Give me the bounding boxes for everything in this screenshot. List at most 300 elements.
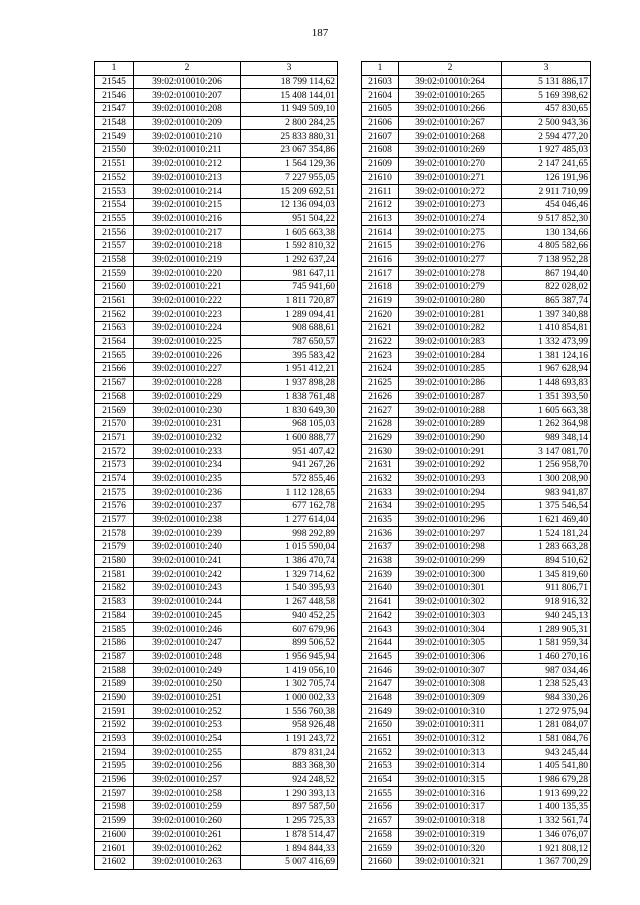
- row-number-cell: 21629: [362, 431, 399, 445]
- cadastral-value-cell: 1 419 056,10: [241, 664, 338, 678]
- table-row: [95, 787, 338, 801]
- row-number-cell: 21595: [95, 760, 134, 774]
- row-number-cell: 21621: [362, 322, 399, 336]
- table-header-row: [362, 62, 591, 76]
- row-number-cell: 21556: [95, 226, 134, 240]
- cadastral-value-cell: 1 564 129,36: [241, 157, 338, 171]
- cadastral-value-cell: 981 647,11: [241, 267, 338, 281]
- cadastral-value-cell: 126 191,96: [502, 171, 591, 185]
- row-number-cell: 21643: [362, 623, 399, 637]
- row-number-cell: 21545: [95, 75, 134, 89]
- cadastral-value-cell: 572 855,46: [241, 472, 338, 486]
- table-row: [362, 404, 591, 418]
- table-row: [362, 814, 591, 828]
- cadastral-value-cell: 1 367 700,29: [502, 855, 591, 869]
- cadastral-value-cell: 2 800 284,25: [241, 116, 338, 130]
- cadastral-number-cell: 39:02:010010:238: [134, 513, 241, 527]
- row-number-cell: 21586: [95, 636, 134, 650]
- cadastral-value-cell: 984 330,26: [502, 691, 591, 705]
- table-row: [362, 445, 591, 459]
- cadastral-value-cell: 883 368,30: [241, 760, 338, 774]
- table-row: [95, 376, 338, 390]
- table-row: [362, 719, 591, 733]
- cadastral-value-cell: 1 621 469,40: [502, 513, 591, 527]
- row-number-cell: 21603: [362, 75, 399, 89]
- cadastral-value-cell: 1 351 393,50: [502, 390, 591, 404]
- table-row: [362, 75, 591, 89]
- cadastral-value-cell: 5 007 416,69: [241, 855, 338, 869]
- cadastral-number-cell: 39:02:010010:264: [399, 75, 502, 89]
- table-row: [95, 103, 338, 117]
- row-number-cell: 21651: [362, 732, 399, 746]
- cadastral-number-cell: 39:02:010010:257: [134, 773, 241, 787]
- row-number-cell: 21552: [95, 171, 134, 185]
- row-number-cell: 21611: [362, 185, 399, 199]
- row-number-cell: 21655: [362, 787, 399, 801]
- table-row: [362, 431, 591, 445]
- table-row: [362, 417, 591, 431]
- cadastral-value-cell: 1 289 905,31: [502, 623, 591, 637]
- row-number-cell: 21612: [362, 198, 399, 212]
- table-row: [95, 185, 338, 199]
- table-row: [95, 472, 338, 486]
- table-row: [95, 828, 338, 842]
- row-number-cell: 21600: [95, 828, 134, 842]
- row-number-cell: 21604: [362, 89, 399, 103]
- cadastral-number-cell: 39:02:010010:255: [134, 746, 241, 760]
- cadastral-value-cell: 1 345 819,60: [502, 568, 591, 582]
- table-row: [95, 431, 338, 445]
- cadastral-number-cell: 39:02:010010:289: [399, 417, 502, 431]
- table-row: [362, 171, 591, 185]
- table-row: [362, 760, 591, 774]
- row-number-cell: 21598: [95, 801, 134, 815]
- cadastral-number-cell: 39:02:010010:265: [399, 89, 502, 103]
- table-row: [362, 376, 591, 390]
- row-number-cell: 21569: [95, 404, 134, 418]
- cadastral-number-cell: 39:02:010010:250: [134, 677, 241, 691]
- cadastral-value-cell: 940 452,25: [241, 609, 338, 623]
- cadastral-number-cell: 39:02:010010:237: [134, 500, 241, 514]
- row-number-cell: 21616: [362, 253, 399, 267]
- table-row: [362, 486, 591, 500]
- cadastral-value-cell: 2 147 241,65: [502, 157, 591, 171]
- row-number-cell: 21584: [95, 609, 134, 623]
- cadastral-number-cell: 39:02:010010:301: [399, 582, 502, 596]
- cadastral-value-cell: 1 556 760,38: [241, 705, 338, 719]
- row-number-cell: 21580: [95, 554, 134, 568]
- cadastral-number-cell: 39:02:010010:217: [134, 226, 241, 240]
- table-row: [95, 294, 338, 308]
- table-row: [95, 75, 338, 89]
- row-number-cell: 21589: [95, 677, 134, 691]
- column-header-value: 3: [502, 62, 591, 76]
- table-row: [362, 828, 591, 842]
- row-number-cell: 21627: [362, 404, 399, 418]
- table-row: [95, 253, 338, 267]
- row-number-cell: 21560: [95, 281, 134, 295]
- cadastral-value-cell: 958 926,48: [241, 719, 338, 733]
- cadastral-number-cell: 39:02:010010:278: [399, 267, 502, 281]
- cadastral-number-cell: 39:02:010010:304: [399, 623, 502, 637]
- cadastral-value-cell: 1 830 649,30: [241, 404, 338, 418]
- cadastral-number-cell: 39:02:010010:271: [399, 171, 502, 185]
- row-number-cell: 21578: [95, 527, 134, 541]
- row-number-cell: 21650: [362, 719, 399, 733]
- cadastral-number-cell: 39:02:010010:305: [399, 636, 502, 650]
- row-number-cell: 21555: [95, 212, 134, 226]
- cadastral-number-cell: 39:02:010010:284: [399, 349, 502, 363]
- row-number-cell: 21559: [95, 267, 134, 281]
- table-row: [95, 746, 338, 760]
- row-number-cell: 21570: [95, 417, 134, 431]
- row-number-cell: 21648: [362, 691, 399, 705]
- row-number-cell: 21547: [95, 103, 134, 117]
- table-row: [362, 363, 591, 377]
- row-number-cell: 21554: [95, 198, 134, 212]
- cadastral-value-cell: 1 191 243,72: [241, 732, 338, 746]
- cadastral-value-cell: 1 460 270,16: [502, 650, 591, 664]
- row-number-cell: 21601: [95, 842, 134, 856]
- row-number-cell: 21602: [95, 855, 134, 869]
- cadastral-value-cell: 1 524 181,24: [502, 527, 591, 541]
- row-number-cell: 21634: [362, 500, 399, 514]
- cadastral-value-cell: 5 169 398,62: [502, 89, 591, 103]
- cadastral-number-cell: 39:02:010010:216: [134, 212, 241, 226]
- cadastral-value-cell: 787 650,57: [241, 335, 338, 349]
- table-row: [95, 732, 338, 746]
- row-number-cell: 21577: [95, 513, 134, 527]
- table-row: [362, 157, 591, 171]
- cadastral-value-cell: 5 131 886,17: [502, 75, 591, 89]
- table-row: [95, 636, 338, 650]
- table-row: [362, 472, 591, 486]
- row-number-cell: 21639: [362, 568, 399, 582]
- cadastral-number-cell: 39:02:010010:267: [399, 116, 502, 130]
- cadastral-value-cell: 1 600 888,77: [241, 431, 338, 445]
- table-row: [95, 157, 338, 171]
- table-row: [95, 623, 338, 637]
- cadastral-number-cell: 39:02:010010:246: [134, 623, 241, 637]
- row-number-cell: 21592: [95, 719, 134, 733]
- cadastral-number-cell: 39:02:010010:233: [134, 445, 241, 459]
- cadastral-value-cell: 1 592 810,32: [241, 239, 338, 253]
- cadastral-number-cell: 39:02:010010:252: [134, 705, 241, 719]
- row-number-cell: 21630: [362, 445, 399, 459]
- row-number-cell: 21638: [362, 554, 399, 568]
- cadastral-value-cell: 983 941,87: [502, 486, 591, 500]
- cadastral-number-cell: 39:02:010010:299: [399, 554, 502, 568]
- cadastral-value-cell: 3 147 081,70: [502, 445, 591, 459]
- row-number-cell: 21590: [95, 691, 134, 705]
- table-row: [95, 677, 338, 691]
- cadastral-number-cell: 39:02:010010:211: [134, 144, 241, 158]
- table-row: [362, 253, 591, 267]
- table-row: [362, 185, 591, 199]
- cadastral-value-cell: 1 302 705,74: [241, 677, 338, 691]
- row-number-cell: 21548: [95, 116, 134, 130]
- row-number-cell: 21623: [362, 349, 399, 363]
- cadastral-value-cell: 1 329 714,62: [241, 568, 338, 582]
- cadastral-number-cell: 39:02:010010:229: [134, 390, 241, 404]
- cadastral-value-cell: 1 581 959,34: [502, 636, 591, 650]
- cadastral-value-cell: 454 046,46: [502, 198, 591, 212]
- cadastral-value-cell: 1 927 485,03: [502, 144, 591, 158]
- row-number-cell: 21644: [362, 636, 399, 650]
- cadastral-number-cell: 39:02:010010:315: [399, 773, 502, 787]
- table-row: [95, 760, 338, 774]
- cadastral-value-cell: 865 387,74: [502, 294, 591, 308]
- cadastral-number-cell: 39:02:010010:266: [399, 103, 502, 117]
- cadastral-value-cell: 1 913 699,22: [502, 787, 591, 801]
- cadastral-value-cell: 4 805 582,66: [502, 239, 591, 253]
- table-row: [362, 335, 591, 349]
- row-number-cell: 21549: [95, 130, 134, 144]
- cadastral-value-cell: 23 067 354,86: [241, 144, 338, 158]
- cadastral-number-cell: 39:02:010010:298: [399, 541, 502, 555]
- cadastral-value-cell: 879 831,24: [241, 746, 338, 760]
- cadastral-value-cell: 15 209 692,51: [241, 185, 338, 199]
- cadastral-value-cell: 1 405 541,80: [502, 760, 591, 774]
- cadastral-value-cell: 25 833 880,31: [241, 130, 338, 144]
- row-number-cell: 21628: [362, 417, 399, 431]
- cadastral-number-cell: 39:02:010010:291: [399, 445, 502, 459]
- cadastral-number-cell: 39:02:010010:282: [399, 322, 502, 336]
- cadastral-number-cell: 39:02:010010:236: [134, 486, 241, 500]
- row-number-cell: 21657: [362, 814, 399, 828]
- cadastral-value-cell: 951 407,42: [241, 445, 338, 459]
- cadastral-number-cell: 39:02:010010:309: [399, 691, 502, 705]
- cadastral-number-cell: 39:02:010010:227: [134, 363, 241, 377]
- table-row: [95, 664, 338, 678]
- cadastral-number-cell: 39:02:010010:244: [134, 595, 241, 609]
- table-row: [362, 281, 591, 295]
- row-number-cell: 21653: [362, 760, 399, 774]
- row-number-cell: 21575: [95, 486, 134, 500]
- cadastral-number-cell: 39:02:010010:256: [134, 760, 241, 774]
- row-number-cell: 21660: [362, 855, 399, 869]
- cadastral-value-cell: 1 332 561,74: [502, 814, 591, 828]
- row-number-cell: 21617: [362, 267, 399, 281]
- table-row: [362, 732, 591, 746]
- cadastral-value-cell: 1 295 725,33: [241, 814, 338, 828]
- cadastral-number-cell: 39:02:010010:240: [134, 541, 241, 555]
- table-row: [95, 650, 338, 664]
- cadastral-number-cell: 39:02:010010:295: [399, 500, 502, 514]
- cadastral-value-cell: 2 911 710,99: [502, 185, 591, 199]
- cadastral-number-cell: 39:02:010010:263: [134, 855, 241, 869]
- table-row: [95, 390, 338, 404]
- row-number-cell: 21641: [362, 595, 399, 609]
- cadastral-number-cell: 39:02:010010:318: [399, 814, 502, 828]
- table-row: [362, 664, 591, 678]
- table-row: [95, 308, 338, 322]
- row-number-cell: 21606: [362, 116, 399, 130]
- cadastral-number-cell: 39:02:010010:207: [134, 89, 241, 103]
- cadastral-value-cell: 1 283 663,28: [502, 541, 591, 555]
- column-header-value: 3: [241, 62, 338, 76]
- table-row: [95, 417, 338, 431]
- cadastral-number-cell: 39:02:010010:208: [134, 103, 241, 117]
- row-number-cell: 21591: [95, 705, 134, 719]
- cadastral-number-cell: 39:02:010010:248: [134, 650, 241, 664]
- cadastral-value-cell: 968 105,03: [241, 417, 338, 431]
- table-row: [362, 855, 591, 869]
- cadastral-number-cell: 39:02:010010:209: [134, 116, 241, 130]
- cadastral-value-cell: 2 500 943,36: [502, 116, 591, 130]
- cadastral-number-cell: 39:02:010010:303: [399, 609, 502, 623]
- table-row: [362, 773, 591, 787]
- cadastral-number-cell: 39:02:010010:231: [134, 417, 241, 431]
- row-number-cell: 21620: [362, 308, 399, 322]
- cadastral-value-cell: 1 540 395,93: [241, 582, 338, 596]
- cadastral-number-cell: 39:02:010010:241: [134, 554, 241, 568]
- cadastral-value-cell: 1 894 844,33: [241, 842, 338, 856]
- row-number-cell: 21640: [362, 582, 399, 596]
- cadastral-number-cell: 39:02:010010:287: [399, 390, 502, 404]
- row-number-cell: 21588: [95, 664, 134, 678]
- table-row: [362, 636, 591, 650]
- cadastral-number-cell: 39:02:010010:206: [134, 75, 241, 89]
- cadastral-number-cell: 39:02:010010:274: [399, 212, 502, 226]
- cadastral-number-cell: 39:02:010010:215: [134, 198, 241, 212]
- row-number-cell: 21609: [362, 157, 399, 171]
- cadastral-number-cell: 39:02:010010:212: [134, 157, 241, 171]
- table-row: [95, 239, 338, 253]
- row-number-cell: 21585: [95, 623, 134, 637]
- table-row: [95, 89, 338, 103]
- table-row: [95, 719, 338, 733]
- cadastral-value-cell: 457 830,65: [502, 103, 591, 117]
- cadastral-number-cell: 39:02:010010:276: [399, 239, 502, 253]
- table-row: [95, 198, 338, 212]
- cadastral-value-cell: 395 583,42: [241, 349, 338, 363]
- cadastral-value-cell: 1 986 679,28: [502, 773, 591, 787]
- cadastral-number-cell: 39:02:010010:296: [399, 513, 502, 527]
- cadastral-number-cell: 39:02:010010:230: [134, 404, 241, 418]
- table-row: [362, 582, 591, 596]
- cadastral-value-cell: 1 000 002,33: [241, 691, 338, 705]
- row-number-cell: 21596: [95, 773, 134, 787]
- table-row: [362, 390, 591, 404]
- row-number-cell: 21573: [95, 458, 134, 472]
- row-number-cell: 21550: [95, 144, 134, 158]
- row-number-cell: 21625: [362, 376, 399, 390]
- row-number-cell: 21568: [95, 390, 134, 404]
- cadastral-value-cell: 1 238 525,43: [502, 677, 591, 691]
- cadastral-value-cell: 1 267 448,58: [241, 595, 338, 609]
- column-header-cadastral-number: 2: [399, 62, 502, 76]
- cadastral-number-cell: 39:02:010010:314: [399, 760, 502, 774]
- cadastral-number-cell: 39:02:010010:213: [134, 171, 241, 185]
- cadastral-number-cell: 39:02:010010:210: [134, 130, 241, 144]
- row-number-cell: 21645: [362, 650, 399, 664]
- cadastral-value-cell: 940 245,13: [502, 609, 591, 623]
- row-number-cell: 21642: [362, 609, 399, 623]
- row-number-cell: 21622: [362, 335, 399, 349]
- table-row: [95, 458, 338, 472]
- row-number-cell: 21576: [95, 500, 134, 514]
- cadastral-number-cell: 39:02:010010:306: [399, 650, 502, 664]
- row-number-cell: 21626: [362, 390, 399, 404]
- cadastral-value-cell: 1 581 084,76: [502, 732, 591, 746]
- cadastral-number-cell: 39:02:010010:219: [134, 253, 241, 267]
- table-row: [95, 814, 338, 828]
- cadastral-number-cell: 39:02:010010:281: [399, 308, 502, 322]
- cadastral-number-cell: 39:02:010010:275: [399, 226, 502, 240]
- cadastral-value-cell: 1 292 637,24: [241, 253, 338, 267]
- table-row: [362, 623, 591, 637]
- table-row: [362, 198, 591, 212]
- cadastral-number-cell: 39:02:010010:307: [399, 664, 502, 678]
- row-number-cell: 21635: [362, 513, 399, 527]
- cadastral-number-cell: 39:02:010010:223: [134, 308, 241, 322]
- cadastral-number-cell: 39:02:010010:320: [399, 842, 502, 856]
- cadastral-number-cell: 39:02:010010:254: [134, 732, 241, 746]
- cadastral-value-cell: 1 290 393,13: [241, 787, 338, 801]
- row-number-cell: 21632: [362, 472, 399, 486]
- cadastral-value-cell: 1 381 124,16: [502, 349, 591, 363]
- cadastral-value-cell: 899 506,52: [241, 636, 338, 650]
- row-number-cell: 21565: [95, 349, 134, 363]
- row-number-cell: 21633: [362, 486, 399, 500]
- table-row: [362, 349, 591, 363]
- cadastral-value-cell: 918 916,32: [502, 595, 591, 609]
- cadastral-number-cell: 39:02:010010:277: [399, 253, 502, 267]
- table-row: [95, 267, 338, 281]
- row-number-cell: 21587: [95, 650, 134, 664]
- cadastral-value-cell: 1 332 473,99: [502, 335, 591, 349]
- cadastral-value-cell: 1 277 614,04: [241, 513, 338, 527]
- cadastral-number-cell: 39:02:010010:321: [399, 855, 502, 869]
- table-row: [362, 842, 591, 856]
- cadastral-value-cell: 2 594 477,20: [502, 130, 591, 144]
- table-row: [362, 458, 591, 472]
- table-row: [95, 445, 338, 459]
- table-row: [95, 568, 338, 582]
- table-row: [362, 801, 591, 815]
- cadastral-number-cell: 39:02:010010:294: [399, 486, 502, 500]
- cadastral-number-cell: 39:02:010010:272: [399, 185, 502, 199]
- row-number-cell: 21614: [362, 226, 399, 240]
- row-number-cell: 21558: [95, 253, 134, 267]
- row-number-cell: 21637: [362, 541, 399, 555]
- cadastral-number-cell: 39:02:010010:283: [399, 335, 502, 349]
- cadastral-value-cell: 1 256 958,70: [502, 458, 591, 472]
- cadastral-number-cell: 39:02:010010:311: [399, 719, 502, 733]
- cadastral-value-cell: 943 245,44: [502, 746, 591, 760]
- table-row: [95, 773, 338, 787]
- cadastral-number-cell: 39:02:010010:260: [134, 814, 241, 828]
- row-number-cell: 21546: [95, 89, 134, 103]
- cadastral-number-cell: 39:02:010010:285: [399, 363, 502, 377]
- table-row: [362, 568, 591, 582]
- cadastral-value-cell: 1 397 340,88: [502, 308, 591, 322]
- cadastral-value-cell: 7 138 952,28: [502, 253, 591, 267]
- row-number-cell: 21613: [362, 212, 399, 226]
- cadastral-number-cell: 39:02:010010:243: [134, 582, 241, 596]
- table-row: [362, 691, 591, 705]
- cadastral-value-table-left: [94, 61, 338, 870]
- cadastral-number-cell: 39:02:010010:253: [134, 719, 241, 733]
- table-row: [95, 212, 338, 226]
- cadastral-value-cell: 822 028,02: [502, 281, 591, 295]
- cadastral-number-cell: 39:02:010010:245: [134, 609, 241, 623]
- cadastral-value-cell: 7 227 955,05: [241, 171, 338, 185]
- row-number-cell: 21563: [95, 322, 134, 336]
- row-number-cell: 21566: [95, 363, 134, 377]
- table-row: [95, 595, 338, 609]
